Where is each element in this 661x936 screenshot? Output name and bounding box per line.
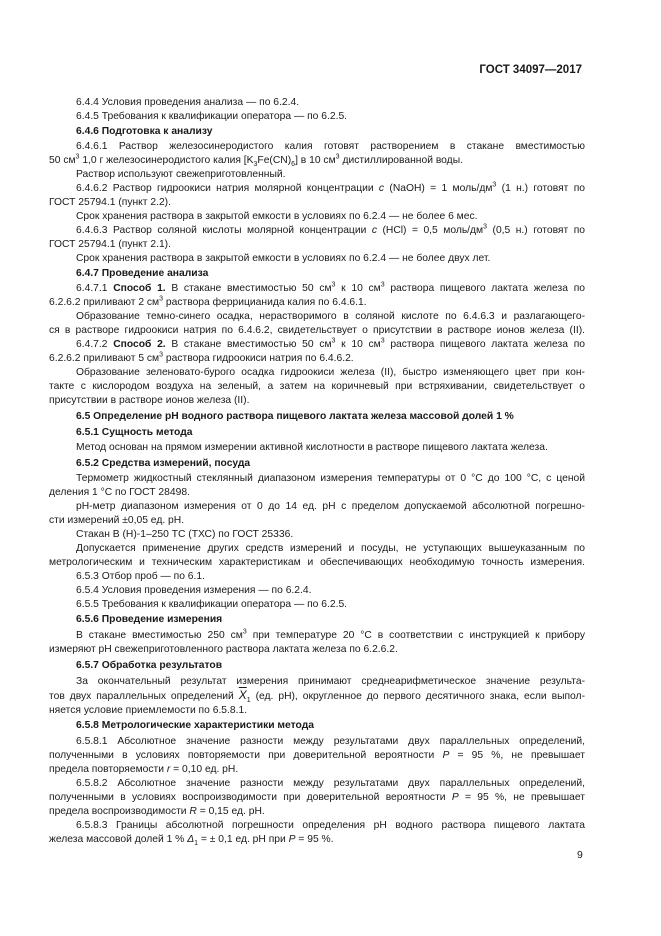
paragraph-line: присутствии в растворе ионов железа (II). bbox=[49, 395, 250, 406]
clause-6-4-4: 6.4.4 Условия проведения анализа — по 6.2.4. bbox=[76, 97, 300, 108]
paragraph-line: За окончательный результат измерения принимают среднеарифметическое значение результа- bbox=[76, 676, 585, 687]
heading-6-5-7: 6.5.7 Обработка результатов bbox=[76, 660, 223, 671]
heading-6-5-6: 6.5.6 Проведение измерения bbox=[76, 614, 223, 625]
paragraph-line: деления 1 °С по ГОСТ 28498. bbox=[49, 487, 190, 498]
paragraph-line: Допускается применение других средств измерений и посуды, не уступающих вышеуказанным по bbox=[76, 543, 585, 554]
paragraph-line: полученными в условиях воспроизводимости при доверительной вероятности P = 95 %, не превышает bbox=[49, 792, 585, 803]
paragraph-line: 50 $см^3$ 1,0 г железосинеродистого калия $[K_3Fe(CN)_6]$ в 10 $см^3$ дистиллированной воды. bbox=[49, 153, 463, 169]
paragraph-line: 6.4.6.2 Раствор гидроокиси натрия молярной концентрации c (NaOH) = 1 моль/$дм^3$ (1 н.) готовят по bbox=[76, 181, 585, 194]
paragraph-line: Образование зеленовато-бурого осадка гидроокиси железа (II), быстро изменяющего цвет при кон- bbox=[76, 367, 585, 378]
document-header: ГОСТ 34097—2017 bbox=[479, 64, 582, 76]
clause-6-4-5: 6.4.5 Требования к квалификации оператора — по 6.2.5. bbox=[76, 111, 348, 122]
paragraph-line: Термометр жидкостный стеклянный диапазоном измерения температуры от 0 °С до 100 °С, с ценой bbox=[76, 473, 585, 484]
paragraph-line: 6.2.6.2 приливают 2 $см^3$ раствора феррицианида калия по 6.4.6.1. bbox=[49, 295, 367, 308]
paragraph-line: 6.4.6.1 Раствор железосинеродистого калия готовят растворением в стакане вместимостью bbox=[76, 141, 585, 152]
paragraph-line: Стакан В (Н)-1–250 ТС (ТХС) по ГОСТ 25336. bbox=[76, 529, 294, 540]
paragraph-line: Срок хранения раствора в закрытой емкости в условиях по 6.2.4 — не более двух лет. bbox=[76, 253, 491, 264]
heading-6-5-2: 6.5.2 Средства измерений, посуда bbox=[76, 458, 251, 469]
paragraph-line: pH-метр диапазоном измерения от 0 до 14 ед. pH с пределом допускаемой абсолютной погрешно- bbox=[76, 501, 585, 512]
paragraph-line: 6.5.8.2 Абсолютное значение разности между результатами двух параллельных определений, bbox=[76, 778, 585, 789]
paragraph-line: тов двух параллельных определений $\overline{X}_1$ (ед. pH), округленное до первого десятичного знака, если выпол- bbox=[49, 688, 585, 705]
paragraph-line: Образование темно-синего осадка, нерастворимого в соляной кислоте по 6.4.6.3 и разлагающего- bbox=[76, 311, 585, 322]
paragraph-line: 6.5.8.1 Абсолютное значение разности между результатами двух параллельных определений, bbox=[76, 736, 585, 747]
clause-6-5-5: 6.5.5 Требования к квалификации оператора — по 6.2.5. bbox=[76, 599, 348, 610]
heading-6-4-7: 6.4.7 Проведение анализа bbox=[76, 268, 209, 279]
paragraph-line: сти измерений ±0,05 ед. pH. bbox=[49, 515, 185, 526]
paragraph-line: ГОСТ 25794.1 (пункт 2.1). bbox=[49, 239, 171, 250]
paragraph-line: Срок хранения раствора в закрытой емкости в условиях по 6.2.4 — не более 6 мес. bbox=[76, 211, 478, 222]
paragraph-line: няется условие приемлемости по 6.5.8.1. bbox=[49, 705, 248, 716]
heading-6-5: 6.5 Определение pH водного раствора пищевого лактата железа массовой долей 1 % bbox=[76, 411, 514, 422]
paragraph-line: 6.4.6.3 Раствор соляной кислоты молярной концентрации c (HCl) = 0,5 моль/$дм^3$ (0,5 н.) готовят по bbox=[76, 223, 585, 236]
clause-6-5-3: 6.5.3 Отбор проб — по 6.1. bbox=[76, 571, 205, 582]
paragraph-line: 6.4.7.2 Способ 2. В стакане вместимостью 50 $см^3$ к 10 $см^3$ раствора пищевого лактата железа по bbox=[76, 337, 585, 350]
paragraph-line: железа массовой долей 1 % $\Delta_1$ = ± 0,1 ед. pH при P = 95 %. bbox=[49, 834, 334, 848]
paragraph-line: полученными в условиях повторяемости при доверительной вероятности P = 95 %, не превышает bbox=[49, 750, 585, 761]
paragraph-line: измеряют pH свежеприготовленного раствора лактата железа по 6.2.6.2. bbox=[49, 644, 398, 655]
heading-6-5-1: 6.5.1 Сущность метода bbox=[76, 427, 193, 438]
clause-6-5-4: 6.5.4 Условия проведения измерения — по 6.2.4. bbox=[76, 585, 312, 596]
paragraph-line: 6.2.6.2 приливают 5 $см^3$ раствора гидроокиси натрия по 6.4.6.2. bbox=[49, 351, 354, 364]
paragraph-line: 6.5.8.3 Границы абсолютной погрешности определения pH водного раствора пищевого лактата bbox=[76, 820, 585, 831]
paragraph-line: предела воспроизводимости R = 0,15 ед. pH. bbox=[49, 806, 265, 817]
paragraph-line: В стакане вместимостью 250 $см^3$ при температуре 20 °С в соответствии с инструкцией к прибору bbox=[76, 628, 585, 641]
paragraph-line: ся в растворе гидроокиси натрия по 6.4.6.2, свидетельствует о присутствии в растворе ионов железа (II). bbox=[49, 325, 585, 336]
paragraph-line: такте с кислородом воздуха на зеленый, а затем на коричневый при встряхивании, свидетельствует о bbox=[49, 381, 585, 392]
paragraph-line: 6.4.7.1 Способ 1. В стакане вместимостью 50 $см^3$ к 10 $см^3$ раствора пищевого лактата железа по bbox=[76, 281, 585, 294]
page-number: 9 bbox=[577, 849, 583, 861]
paragraph-line: метрологическим и техническим характеристикам и обеспечивающих необходимую точность измерения. bbox=[49, 557, 585, 568]
heading-6-5-8: 6.5.8 Метрологические характеристики метода bbox=[76, 720, 314, 731]
paragraph-line: ГОСТ 25794.1 (пункт 2.2). bbox=[49, 197, 171, 208]
paragraph-line: Раствор используют свежеприготовленный. bbox=[76, 169, 286, 180]
paragraph-line: предела повторяемости r = 0,10 ед. pH. bbox=[49, 764, 239, 775]
heading-6-4-6: 6.4.6 Подготовка к анализу bbox=[76, 126, 213, 137]
paragraph-line: Метод основан на прямом измерении активной кислотности в растворе пищевого лактата железа. bbox=[76, 442, 548, 453]
